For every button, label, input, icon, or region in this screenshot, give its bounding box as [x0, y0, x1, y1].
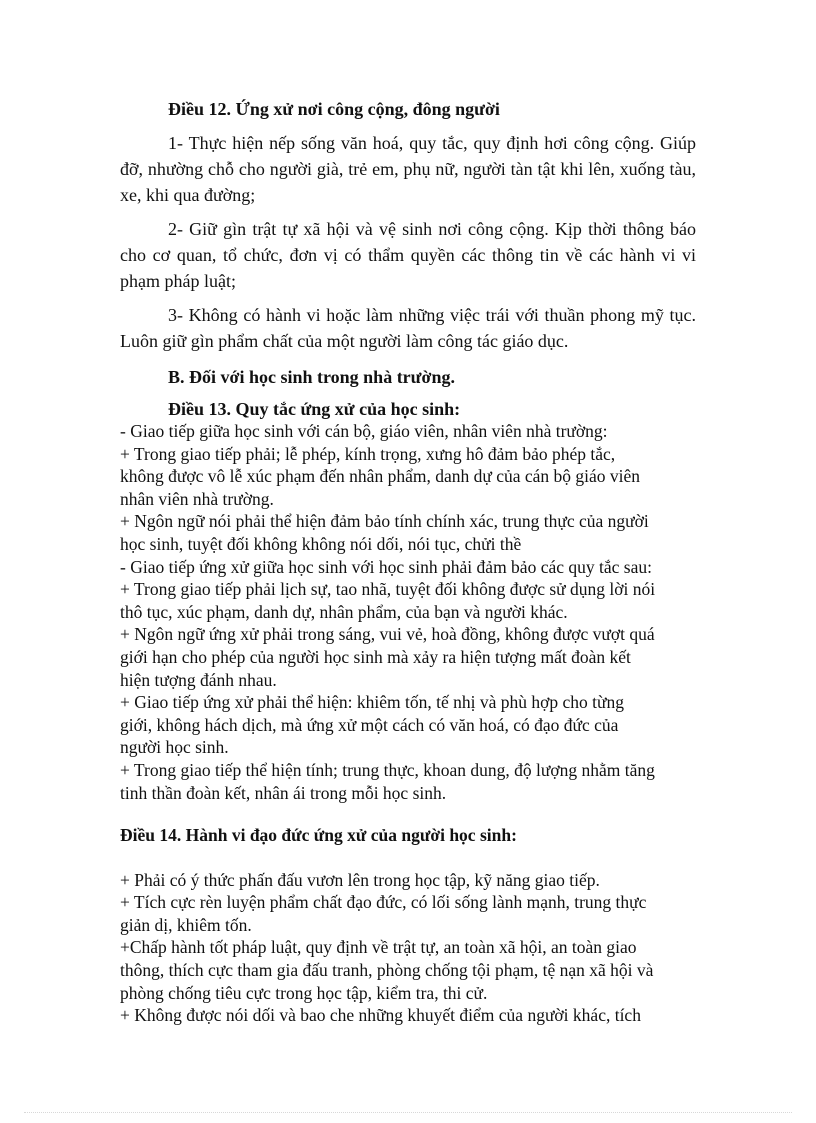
article-13-line: hiện tượng đánh nhau.	[120, 669, 277, 690]
article-14-line: thông, thích cực tham gia đấu tranh, phòng chống tội phạm, tệ nạn xã hội và	[120, 960, 654, 981]
article-12-paragraph-3: 3- Không có hành vi hoặc làm những việc trái với thuần phong mỹ tục. Luôn giữ gìn phẩm chất của một người làm công tác giáo dục.	[120, 305, 696, 351]
article-13-line: nhân viên nhà trường.	[120, 488, 274, 509]
article-14-heading: Điều 14. Hành vi đạo đức ứng xử của người học sinh:	[120, 825, 517, 846]
article-14-line: giản dị, khiêm tốn.	[120, 914, 252, 935]
article-13-line: học sinh, tuyệt đối không không nói dối, nói tục, chửi thề	[120, 533, 522, 554]
article-13-line: không được vô lễ xúc phạm đến nhân phẩm, danh dự của cán bộ giáo viên	[120, 466, 641, 487]
article-13-line: - Giao tiếp giữa học sinh với cán bộ, giáo viên, nhân viên nhà trường:	[120, 421, 608, 441]
article-14-line: + Phải có ý thức phấn đấu vươn lên trong học tập, kỹ năng giao tiếp.	[120, 869, 600, 890]
article-13-line: + Ngôn ngữ nói phải thể hiện đảm bảo tính chính xác, trung thực của người	[120, 511, 649, 532]
article-13-line: + Trong giao tiếp thể hiện tính; trung thực, khoan dung, độ lượng nhằm tăng	[120, 759, 655, 780]
article-12-section	[120, 96, 696, 422]
article-13-line: giới, không hách dịch, mà ứng xử một cách có văn hoá, có đạo đức của	[120, 714, 619, 735]
article-13-line: + Trong giao tiếp phải; lễ phép, kính trọng, xưng hô đảm bảo phép tắc,	[120, 443, 616, 464]
article-14-line: phòng chống tiêu cực trong học tập, kiểm tra, thi cử.	[120, 982, 488, 1003]
article-13-line: + Trong giao tiếp phải lịch sự, tao nhã, tuyệt đối không được sử dụng lời nói	[120, 579, 656, 600]
article-13-line: tinh thần đoàn kết, nhân ái trong mỗi học sinh.	[120, 782, 447, 803]
article-13-line: + Ngôn ngữ ứng xử phải trong sáng, vui vẻ, hoà đồng, không được vượt quá	[120, 624, 655, 645]
section-b-heading: B. Đối với học sinh trong nhà trường.	[168, 367, 455, 387]
article-14-line: +Chấp hành tốt pháp luật, quy định về trật tự, an toàn xã hội, an toàn giao	[120, 937, 637, 958]
article-12-paragraph-2: 2- Giữ gìn trật tự xã hội và vệ sinh nơi công cộng. Kịp thời thông báo cho cơ quan, tổ chức, đơn vị có thẩm quyền các thông tin về các hành vi vi phạm pháp luật;	[120, 219, 696, 291]
article-13-14-body	[120, 420, 710, 1027]
article-13-line: + Giao tiếp ứng xử phải thể hiện: khiêm tốn, tế nhị và phù hợp cho từng	[120, 692, 624, 713]
article-13-line: thô tục, xúc phạm, danh dự, nhân phẩm, của bạn và người khác.	[120, 601, 568, 622]
article-13-heading: Điều 13. Quy tắc ứng xử của học sinh:	[168, 399, 461, 419]
article-14-line: + Không được nói dối và bao che những khuyết điểm của người khác, tích	[120, 1005, 641, 1026]
article-14-line: + Tích cực rèn luyện phẩm chất đạo đức, có lối sống lành mạnh, trung thực	[120, 892, 647, 913]
article-13-line: người học sinh.	[120, 737, 229, 758]
article-13-line: - Giao tiếp ứng xử giữa học sinh với học sinh phải đảm bảo các quy tắc sau:	[120, 556, 652, 577]
article-12-heading: Điều 12. Ứng xử nơi công cộng, đông người	[168, 99, 500, 119]
page-bottom-divider	[24, 1112, 792, 1113]
article-13-line: giới hạn cho phép của người học sinh mà xảy ra hiện tượng mất đoàn kết	[120, 646, 631, 667]
article-12-paragraph-1: 1- Thực hiện nếp sống văn hoá, quy tắc, quy định hơi công cộng. Giúp đỡ, nhường chỗ cho người già, trẻ em, phụ nữ, người tàn tật khi lên, xuống tàu, xe, khi qua đường;	[120, 133, 696, 205]
